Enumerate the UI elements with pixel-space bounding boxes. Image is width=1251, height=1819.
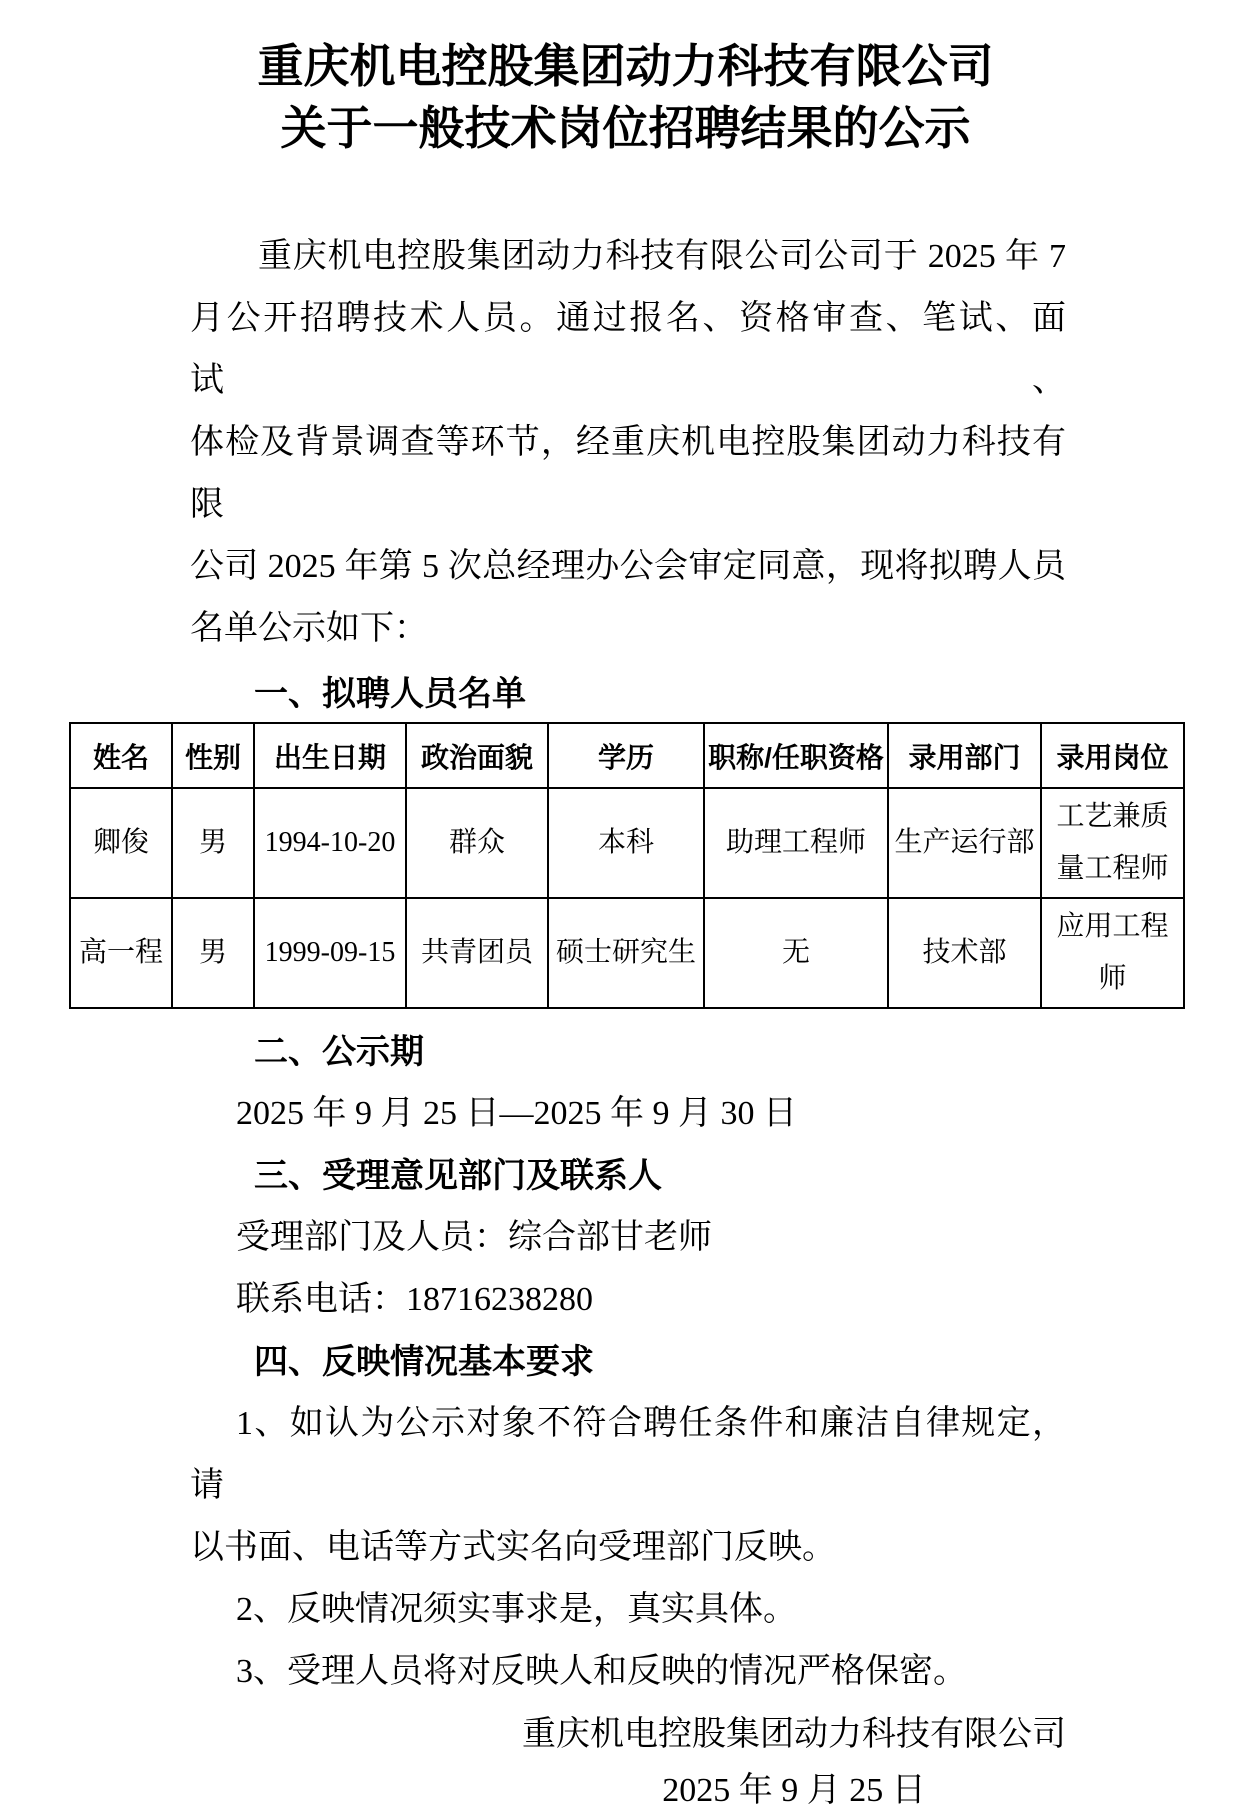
contact-phone: 联系电话：18716238280	[236, 1281, 593, 1318]
table-header-political-status: 政治面貌	[406, 723, 548, 788]
contact-department: 受理部门及人员：综合部甘老师	[236, 1219, 712, 1256]
intro-line: 重庆机电控股集团动力科技有限公司公司于 2025 年 7	[258, 238, 1066, 275]
requirement-item-2: 2、反映情况须实事求是，真实具体。	[236, 1591, 797, 1628]
table-row	[70, 898, 1184, 1008]
table-header-hiring-position: 录用岗位	[1041, 723, 1184, 788]
intro-line: 名单公示如下：	[190, 610, 428, 647]
table-header-hiring-department: 录用部门	[888, 723, 1041, 788]
table-cell-political-status: 群众	[406, 788, 548, 898]
public-notice-period: 2025 年 9 月 25 日—2025 年 9 月 30 日	[236, 1095, 797, 1132]
requirement-item-1-line-1: 1、如认为公示对象不符合聘任条件和廉洁自律规定，请	[190, 1405, 1066, 1504]
table-row	[70, 788, 1184, 898]
table-cell-hiring-department: 生产运行部	[888, 788, 1041, 898]
table-header-row	[70, 723, 1184, 788]
document-title-line-1: 重庆机电控股集团动力科技有限公司	[257, 41, 994, 92]
intro-line: 体检及背景调查等环节，经重庆机电控股集团动力科技有限	[190, 424, 1066, 523]
table-cell-title-qualification: 助理工程师	[704, 788, 888, 898]
table-cell-education: 硕士研究生	[548, 898, 704, 1008]
document-title-line-2: 关于一般技术岗位招聘结果的公示	[280, 103, 971, 154]
section-3-heading: 三、受理意见部门及联系人	[254, 1157, 662, 1195]
table-header-birthdate: 出生日期	[254, 723, 406, 788]
document-title	[0, 36, 1251, 160]
signature-block	[522, 1707, 1066, 1819]
table-cell-political-status: 共青团员	[406, 898, 548, 1008]
table-cell-hiring-department: 技术部	[888, 898, 1041, 1008]
table-cell-name: 卿俊	[70, 788, 172, 898]
table-header-gender: 性别	[172, 723, 254, 788]
requirement-item-1-line-2: 以书面、电话等方式实名向受理部门反映。	[190, 1529, 836, 1566]
table-cell-gender: 男	[172, 788, 254, 898]
section-4-heading: 四、反映情况基本要求	[254, 1343, 594, 1381]
intro-paragraph	[190, 226, 1066, 660]
table-cell-education: 本科	[548, 788, 704, 898]
signature-company: 重庆机电控股集团动力科技有限公司	[522, 1716, 1066, 1753]
table-cell-gender: 男	[172, 898, 254, 1008]
table-cell-hiring-position: 工艺兼质量工程师	[1041, 788, 1184, 898]
section-2-heading: 二、公示期	[254, 1033, 424, 1071]
table-header-education: 学历	[548, 723, 704, 788]
table-cell-hiring-position: 应用工程师	[1041, 898, 1184, 1008]
table-header-name: 姓名	[70, 723, 172, 788]
table-cell-birthdate: 1994-10-20	[254, 788, 406, 898]
signature-date: 2025 年 9 月 25 日	[662, 1772, 926, 1809]
table-cell-name: 高一程	[70, 898, 172, 1008]
hired-personnel-table	[69, 722, 1185, 1009]
section-1-heading: 一、拟聘人员名单	[254, 675, 526, 713]
intro-line: 公司 2025 年第 5 次总经理办公会审定同意，现将拟聘人员	[190, 548, 1066, 585]
announcement-document	[0, 36, 1251, 1809]
requirement-item-3: 3、受理人员将对反映人和反映的情况严格保密。	[236, 1653, 967, 1690]
intro-line: 月公开招聘技术人员。通过报名、资格审查、笔试、面试、	[190, 300, 1066, 399]
table-cell-title-qualification: 无	[704, 898, 888, 1008]
table-header-title-qualification: 职称/任职资格	[704, 723, 888, 788]
table-cell-birthdate: 1999-09-15	[254, 898, 406, 1008]
